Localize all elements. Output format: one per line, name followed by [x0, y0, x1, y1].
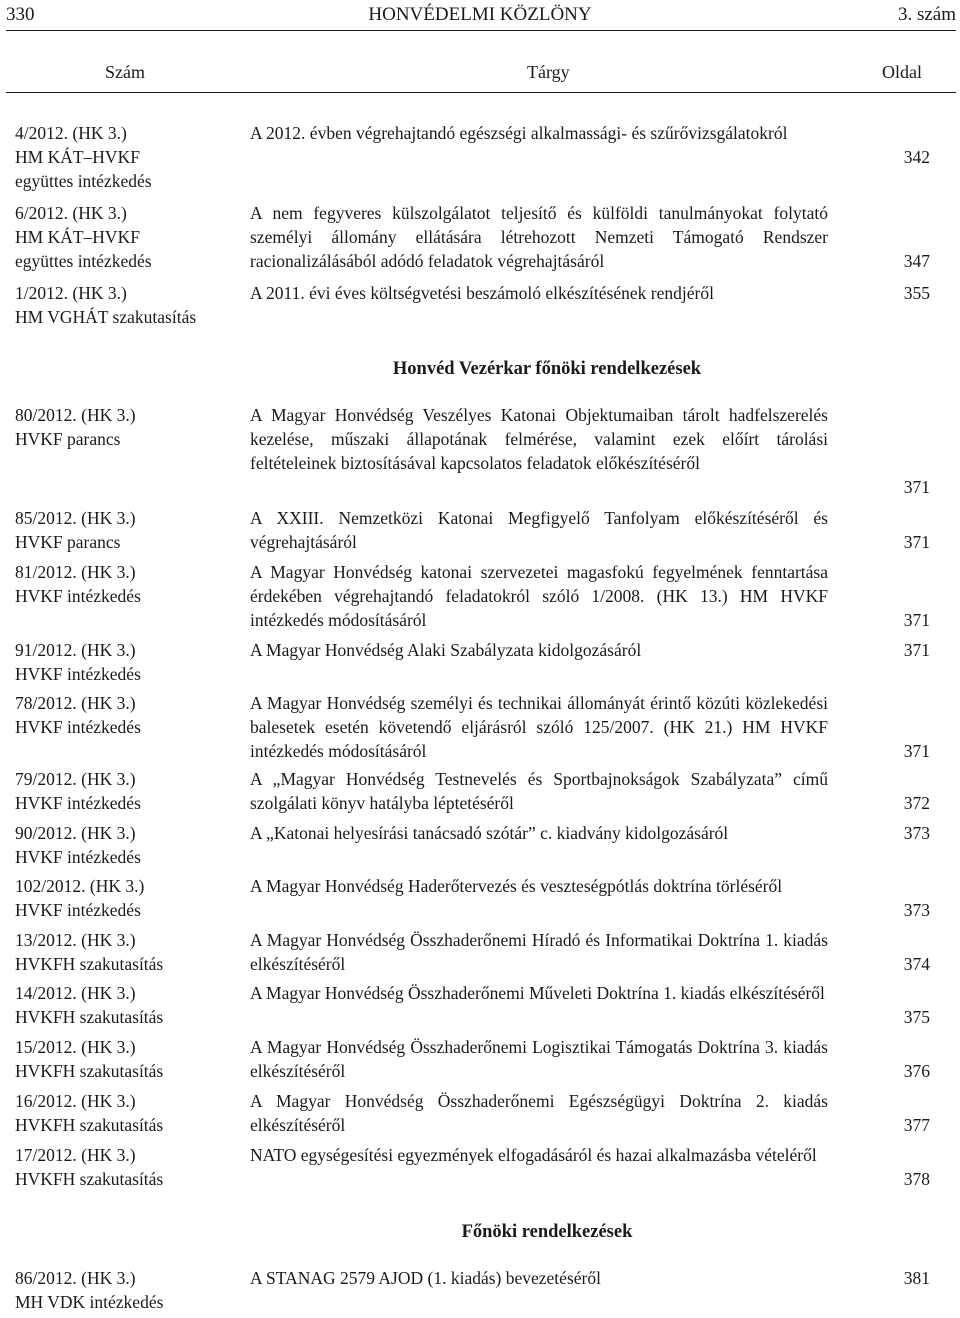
entry-number: 90/2012. (HK 3.) HVKF intézkedés [15, 823, 141, 867]
entry-page: 377 [903, 1115, 930, 1135]
entry-number: 91/2012. (HK 3.) HVKF intézkedés [15, 640, 141, 684]
entry-subject[interactable]: A Magyar Honvédség Haderőtervezés és veszteségpótlás doktrína törléséről [250, 876, 783, 896]
entry-subject[interactable]: A Magyar Honvédség Összhaderőnemi Egészségügyi Doktrína 2. kiadás elkészítéséről [250, 1091, 828, 1135]
entry-number: 13/2012. (HK 3.) HVKFH szakutasítás [15, 930, 164, 974]
entry-number: 81/2012. (HK 3.) HVKF intézkedés [15, 562, 141, 606]
list-item [0, 1143, 960, 1197]
entry-subject[interactable]: A nem fegyveres külszolgálatot teljesítő és külföldi tanulmányokat folytató személyi állomány ellátására létrehozott Nemzeti Támogató Rendszer racionalizálásából adódó feladatok végrehajtásáról [250, 203, 828, 271]
entry-number: 80/2012. (HK 3.) HVKF parancs [15, 405, 136, 449]
entry-number: 15/2012. (HK 3.) HVKFH szakutasítás [15, 1037, 164, 1081]
entry-number: 16/2012. (HK 3.) HVKFH szakutasítás [15, 1091, 164, 1135]
entry-subject[interactable]: A XXIII. Nemzetközi Katonai Megfigyelő Tanfolyam előkészítéséről és végrehajtásáról [250, 508, 828, 552]
entry-page: 342 [903, 147, 930, 167]
entry-page: 355 [903, 283, 930, 303]
section-hvkf [0, 403, 960, 1197]
entry-page: 376 [903, 1061, 930, 1081]
entry-page: 372 [903, 793, 930, 813]
entry-number: 79/2012. (HK 3.) HVKF intézkedés [15, 769, 141, 813]
list-item [0, 403, 960, 506]
entry-page: 373 [903, 900, 930, 920]
entry-subject[interactable]: A Magyar Honvédség katonai szervezetei magasfokú fegyelmének fenntartása érdekében végrehajtandó feladatokról szóló 1/2008. (HK 13.) HM HVKF intézkedés módosításáról [250, 562, 828, 630]
page-number: 330 [6, 4, 35, 25]
entry-number: 14/2012. (HK 3.) HVKFH szakutasítás [15, 983, 164, 1027]
section-hm [0, 121, 960, 337]
entry-page: 373 [903, 823, 930, 843]
section-fonoki [0, 1266, 960, 1316]
entry-number: 102/2012. (HK 3.) HVKF intézkedés [15, 876, 145, 920]
column-header-rule [6, 92, 956, 93]
journal-title: HONVÉDELMI KÖZLÖNY [368, 4, 592, 25]
list-item [0, 821, 960, 874]
entry-subject[interactable]: A 2011. évi éves költségvetési beszámoló elkészítésének rendjéről [250, 283, 714, 303]
entry-page: 375 [903, 1007, 930, 1027]
list-item [0, 638, 960, 691]
header-rule [6, 30, 956, 31]
page-header [0, 0, 960, 30]
entry-page: 371 [903, 610, 930, 630]
column-header-subject: Tárgy [527, 62, 570, 82]
list-item [0, 121, 960, 201]
entry-subject[interactable]: A Magyar Honvédség Összhaderőnemi Logisztikai Támogatás Doktrína 3. kiadás elkészítéséről [250, 1037, 828, 1081]
list-item [0, 1089, 960, 1143]
list-item [0, 981, 960, 1035]
list-item [0, 691, 960, 767]
entry-number: 17/2012. (HK 3.) HVKFH szakutasítás [15, 1145, 164, 1189]
list-item [0, 281, 960, 337]
list-item [0, 506, 960, 560]
entry-page: 381 [903, 1268, 930, 1288]
entry-page: 371 [903, 741, 930, 761]
column-headers [0, 60, 960, 84]
issue-number: 3. szám [897, 4, 956, 25]
entry-subject[interactable]: A „Magyar Honvédség Testnevelés és Sportbajnokságok Szabályzata” című szolgálati könyv hatályba léptetéséről [250, 769, 828, 813]
entry-subject[interactable]: A Magyar Honvédség Összhaderőnemi Műveleti Doktrína 1. kiadás elkészítéséről [250, 983, 825, 1003]
entry-number: 1/2012. (HK 3.) HM VGHÁT szakutasítás [15, 283, 197, 327]
entry-number: 86/2012. (HK 3.) MH VDK intézkedés [15, 1268, 164, 1312]
entry-number: 85/2012. (HK 3.) HVKF parancs [15, 508, 136, 552]
list-item [0, 928, 960, 981]
entry-subject[interactable]: A Magyar Honvédség Alaki Szabályzata kidolgozásáról [250, 640, 642, 660]
entry-subject[interactable]: A STANAG 2579 AJOD (1. kiadás) bevezetéséről [250, 1268, 601, 1288]
list-item [0, 874, 960, 928]
entry-subject[interactable]: NATO egységesítési egyezmények elfogadásáról és hazai alkalmazásba vételéről [250, 1145, 817, 1165]
list-item [0, 1266, 960, 1316]
entry-number: 78/2012. (HK 3.) HVKF intézkedés [15, 693, 141, 737]
entry-page: 371 [903, 532, 930, 552]
list-item [0, 767, 960, 821]
entry-page: 378 [903, 1169, 930, 1189]
entry-page: 371 [903, 477, 930, 497]
section-heading-hvkf: Honvéd Vezérkar főnöki rendelkezések [392, 359, 702, 379]
entry-number: 4/2012. (HK 3.) HM KÁT–HVKF együttes intézkedés [15, 123, 152, 191]
column-header-page: Oldal [882, 62, 922, 82]
entry-subject[interactable]: A Magyar Honvédség Összhaderőnemi Híradó és Informatikai Doktrína 1. kiadás elkészítéséről [250, 930, 828, 974]
entry-page: 371 [903, 640, 930, 660]
list-item [0, 201, 960, 281]
entry-subject[interactable]: A „Katonai helyesírási tanácsadó szótár” c. kiadvány kidolgozásáról [250, 823, 729, 843]
entry-page: 347 [903, 251, 930, 271]
list-item [0, 560, 960, 638]
entry-page: 374 [903, 954, 930, 974]
list-item [0, 1035, 960, 1089]
entry-subject[interactable]: A 2012. évben végrehajtandó egészségi alkalmassági- és szűrővizsgálatokról [250, 123, 788, 143]
entry-subject[interactable]: A Magyar Honvédség Veszélyes Katonai Objektumaiban tárolt hadfelszerelés kezelése, műszaki állapotának felmérése, valamint ezek előírt tárolási feltételeinek biztosításával kapcsolatos feladatok előkészítéséről [250, 405, 828, 473]
entry-number: 6/2012. (HK 3.) HM KÁT–HVKF együttes intézkedés [15, 203, 152, 271]
section-heading-fonoki: Főnöki rendelkezések [461, 1222, 633, 1242]
entry-subject[interactable]: A Magyar Honvédség személyi és technikai állományát érintő közúti közlekedési balesetek esetén követendő eljárásról szóló 125/2007. (HK 21.) HM HVKF intézkedés módosításáról [250, 693, 828, 761]
column-header-number: Szám [105, 62, 145, 82]
